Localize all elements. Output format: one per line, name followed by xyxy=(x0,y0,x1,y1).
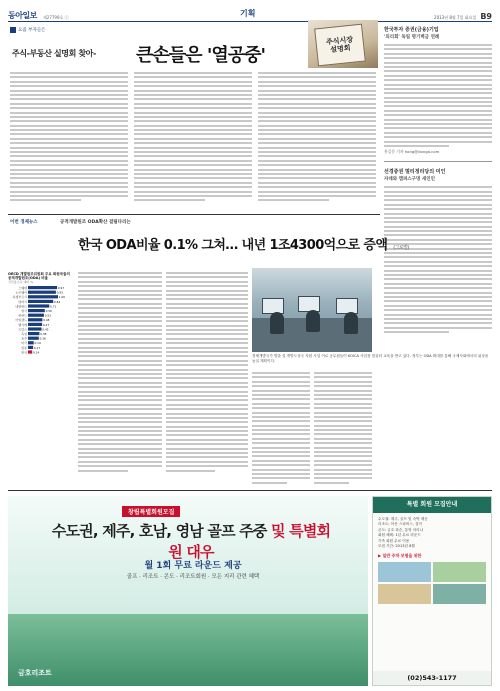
ad-headline-plain: 수도권, 제주, 호남, 영남 골프 주중 xyxy=(51,522,267,540)
membership-thumbnails xyxy=(378,562,486,604)
chart-value-label: 0.53 xyxy=(44,313,51,318)
chart-value-label: 0.56 xyxy=(45,309,52,314)
article2-body-col3 xyxy=(252,372,310,486)
chart-bar xyxy=(28,342,34,345)
section-name: 기획 xyxy=(240,9,256,18)
article1-headline: 큰손들은 '열공중' xyxy=(136,45,266,66)
oda-chart xyxy=(8,272,72,364)
chart-category-label: 덴마크 xyxy=(18,300,27,305)
chart-bar xyxy=(28,296,58,299)
chart-bar xyxy=(28,328,42,331)
chart-category-label: 스웨덴 xyxy=(18,286,27,291)
sidebar-section2-subtitle: 자데와 캠퍼스구멍 새인인 xyxy=(384,177,435,183)
ad-tag: 창립특별회원모집 xyxy=(122,506,180,517)
chart-category-label: 핀란드 xyxy=(18,313,27,318)
article1-body-col1 xyxy=(10,72,128,204)
article2-body-col2 xyxy=(166,272,248,474)
chart-bar xyxy=(28,337,39,340)
chart-value-label: 1.00 xyxy=(58,295,66,300)
ad-subheadline: 월 1회 무료 라운드 제공 xyxy=(144,561,242,571)
ad-headline xyxy=(46,520,336,562)
chart-category-label: 독일 xyxy=(21,332,27,337)
header-right xyxy=(434,12,492,21)
sidebar-divider xyxy=(384,161,492,162)
article2-body-col1 xyxy=(78,272,162,474)
ad-headline-red: 및 특별회원 대우 xyxy=(168,522,331,561)
chart-bar xyxy=(28,286,57,289)
article1-body-col2 xyxy=(134,72,252,204)
article2-body-col4 xyxy=(314,372,372,486)
chart-bar xyxy=(28,351,32,354)
chart-category-label: 아일랜드 xyxy=(15,318,27,323)
sign-line-2: 설명회 xyxy=(329,43,351,55)
sign-board xyxy=(314,24,366,67)
chart-category-label: 영국 xyxy=(21,309,27,314)
article2-photo-caption: 경제개발국가 발을 설 개발도상국 지원 사업 이로 공무원들이 KOICA 사업장 컴퓨터 교육을 받고 있다. 정부는 ODA 확대를 통해 국제사회에서의 위상을 높일 계획이다. xyxy=(252,354,489,363)
chart-value-label: 0.84 xyxy=(54,300,61,305)
chart-plot xyxy=(8,284,72,358)
sidebar-title: 한국투자 증권(금융)기업 xyxy=(384,27,439,33)
article2-kicker: 이번 경제뉴스 xyxy=(10,220,38,225)
article2-headline-note: (그로벌) xyxy=(393,245,409,251)
chart-category-label: 미국 xyxy=(21,341,27,346)
ad-description: 골프 · 리조트 · 콘도 · 리조트회원 · 모든 지리 관련 혜택 xyxy=(126,574,260,580)
article-divider xyxy=(8,214,380,215)
chart-value-label: 0.36 xyxy=(39,336,46,341)
membership-phone[interactable]: (02)543-1177 xyxy=(373,671,491,685)
membership-item: 가족 회원 무료 이용 xyxy=(378,538,410,543)
sidebar-subtitle: '의리회' 독립 명기벽금 연례 xyxy=(384,35,440,40)
chart-bar xyxy=(28,332,39,335)
chart-category-label: 벨기에 xyxy=(18,323,27,328)
membership-section: ▶ 일반 주차 보험을 위한 xyxy=(378,553,422,559)
chart-bar xyxy=(28,346,33,349)
chart-value-label: 0.19 xyxy=(34,341,41,346)
chart-bar xyxy=(28,323,42,326)
chart-title: OECD 개발원조위원회 주요 회원국들의 공적개발원조(ODA) 비율 xyxy=(8,272,70,281)
chart-value-label: 0.38 xyxy=(40,332,47,337)
article2-sub: 공적개발원조 ODA확산 걸림다리는 xyxy=(60,220,131,225)
membership-item: 수도권: 제주, 골프 및 숙박 제공 xyxy=(378,517,428,521)
page-header xyxy=(8,4,492,22)
article2-photo xyxy=(252,268,372,352)
square-bullet-icon xyxy=(10,27,16,33)
chart-value-label: 0.47 xyxy=(42,323,50,328)
chart-value-label: 0.93 xyxy=(56,290,63,295)
sidebar-byline: 홍길동 기자 hong@donga.com xyxy=(384,149,440,155)
sidebar-column xyxy=(384,26,492,335)
chart-value-label: 0.48 xyxy=(43,318,50,323)
chart-bar xyxy=(28,305,49,308)
chart-value-label: 0.45 xyxy=(42,327,49,332)
membership-item: 회원 혜택: 1년 무료 라운드 xyxy=(378,533,421,538)
chart-category-label: 룩셈부르크 xyxy=(12,295,27,300)
masthead xyxy=(8,10,69,21)
article2-headline-text: 한국 ODA비율 0.1% 그쳐… 내년 1조4300억으로 증액 xyxy=(78,238,388,253)
chart-bar xyxy=(28,314,44,317)
golf-course-image xyxy=(8,614,368,686)
ad-divider xyxy=(8,490,492,491)
article2-headline xyxy=(78,234,409,253)
article1-kicker: 주식-부동산 실명회 찾아- xyxy=(12,49,96,58)
chart-bar xyxy=(28,291,56,294)
membership-ad[interactable] xyxy=(372,496,492,686)
chart-bar xyxy=(28,319,42,322)
article1-body-col3 xyxy=(258,72,376,204)
resort-ad[interactable] xyxy=(8,496,368,686)
article1-tag-label: 요즘 부자들은 xyxy=(18,28,46,33)
sidebar-section2-title: 선경증권 멀티정리당의 미인 xyxy=(384,169,446,176)
publication-date: 2013년 8월 7일 화요일 xyxy=(434,15,477,20)
chart-unit: 국민총소득 대비 % xyxy=(8,280,34,285)
chart-category-label: 네덜란드 xyxy=(15,304,27,309)
chart-bar xyxy=(28,300,53,303)
chart-bar xyxy=(28,309,45,312)
article1-photo xyxy=(308,20,378,68)
membership-item: 모집 기간: 2013년 8월 xyxy=(378,543,415,548)
chart-category-label: 프랑스 xyxy=(18,327,27,332)
chart-value-label: 0.14 xyxy=(33,350,40,355)
chart-value-label: 0.71 xyxy=(50,304,57,309)
membership-ad-title: 특별 회원 모집안내 xyxy=(373,497,491,513)
membership-item: 콘도: 금호 화순, 통영 마리나 xyxy=(378,527,424,532)
chart-category-label: 한국 xyxy=(21,350,27,355)
membership-item: 리조트: 아산 스파비스, 설악 xyxy=(378,522,422,527)
chart-value-label: 0.97 xyxy=(57,286,65,291)
issue-number: 제27799호 ⓒ xyxy=(42,15,69,20)
chart-value-label: 0.17 xyxy=(33,346,41,351)
newspaper-logo: 동아일보 xyxy=(8,11,37,20)
page-number: B9 xyxy=(480,12,492,21)
sign-line-1: 주식시장 xyxy=(325,35,354,47)
chart-category-label: 호주 xyxy=(21,336,27,341)
ad-brand-logo: 금호리조트 xyxy=(18,669,52,677)
chart-category-label: 노르웨이 xyxy=(15,290,27,295)
chart-category-label: 일본 xyxy=(21,346,27,351)
article1-tag xyxy=(10,27,46,33)
